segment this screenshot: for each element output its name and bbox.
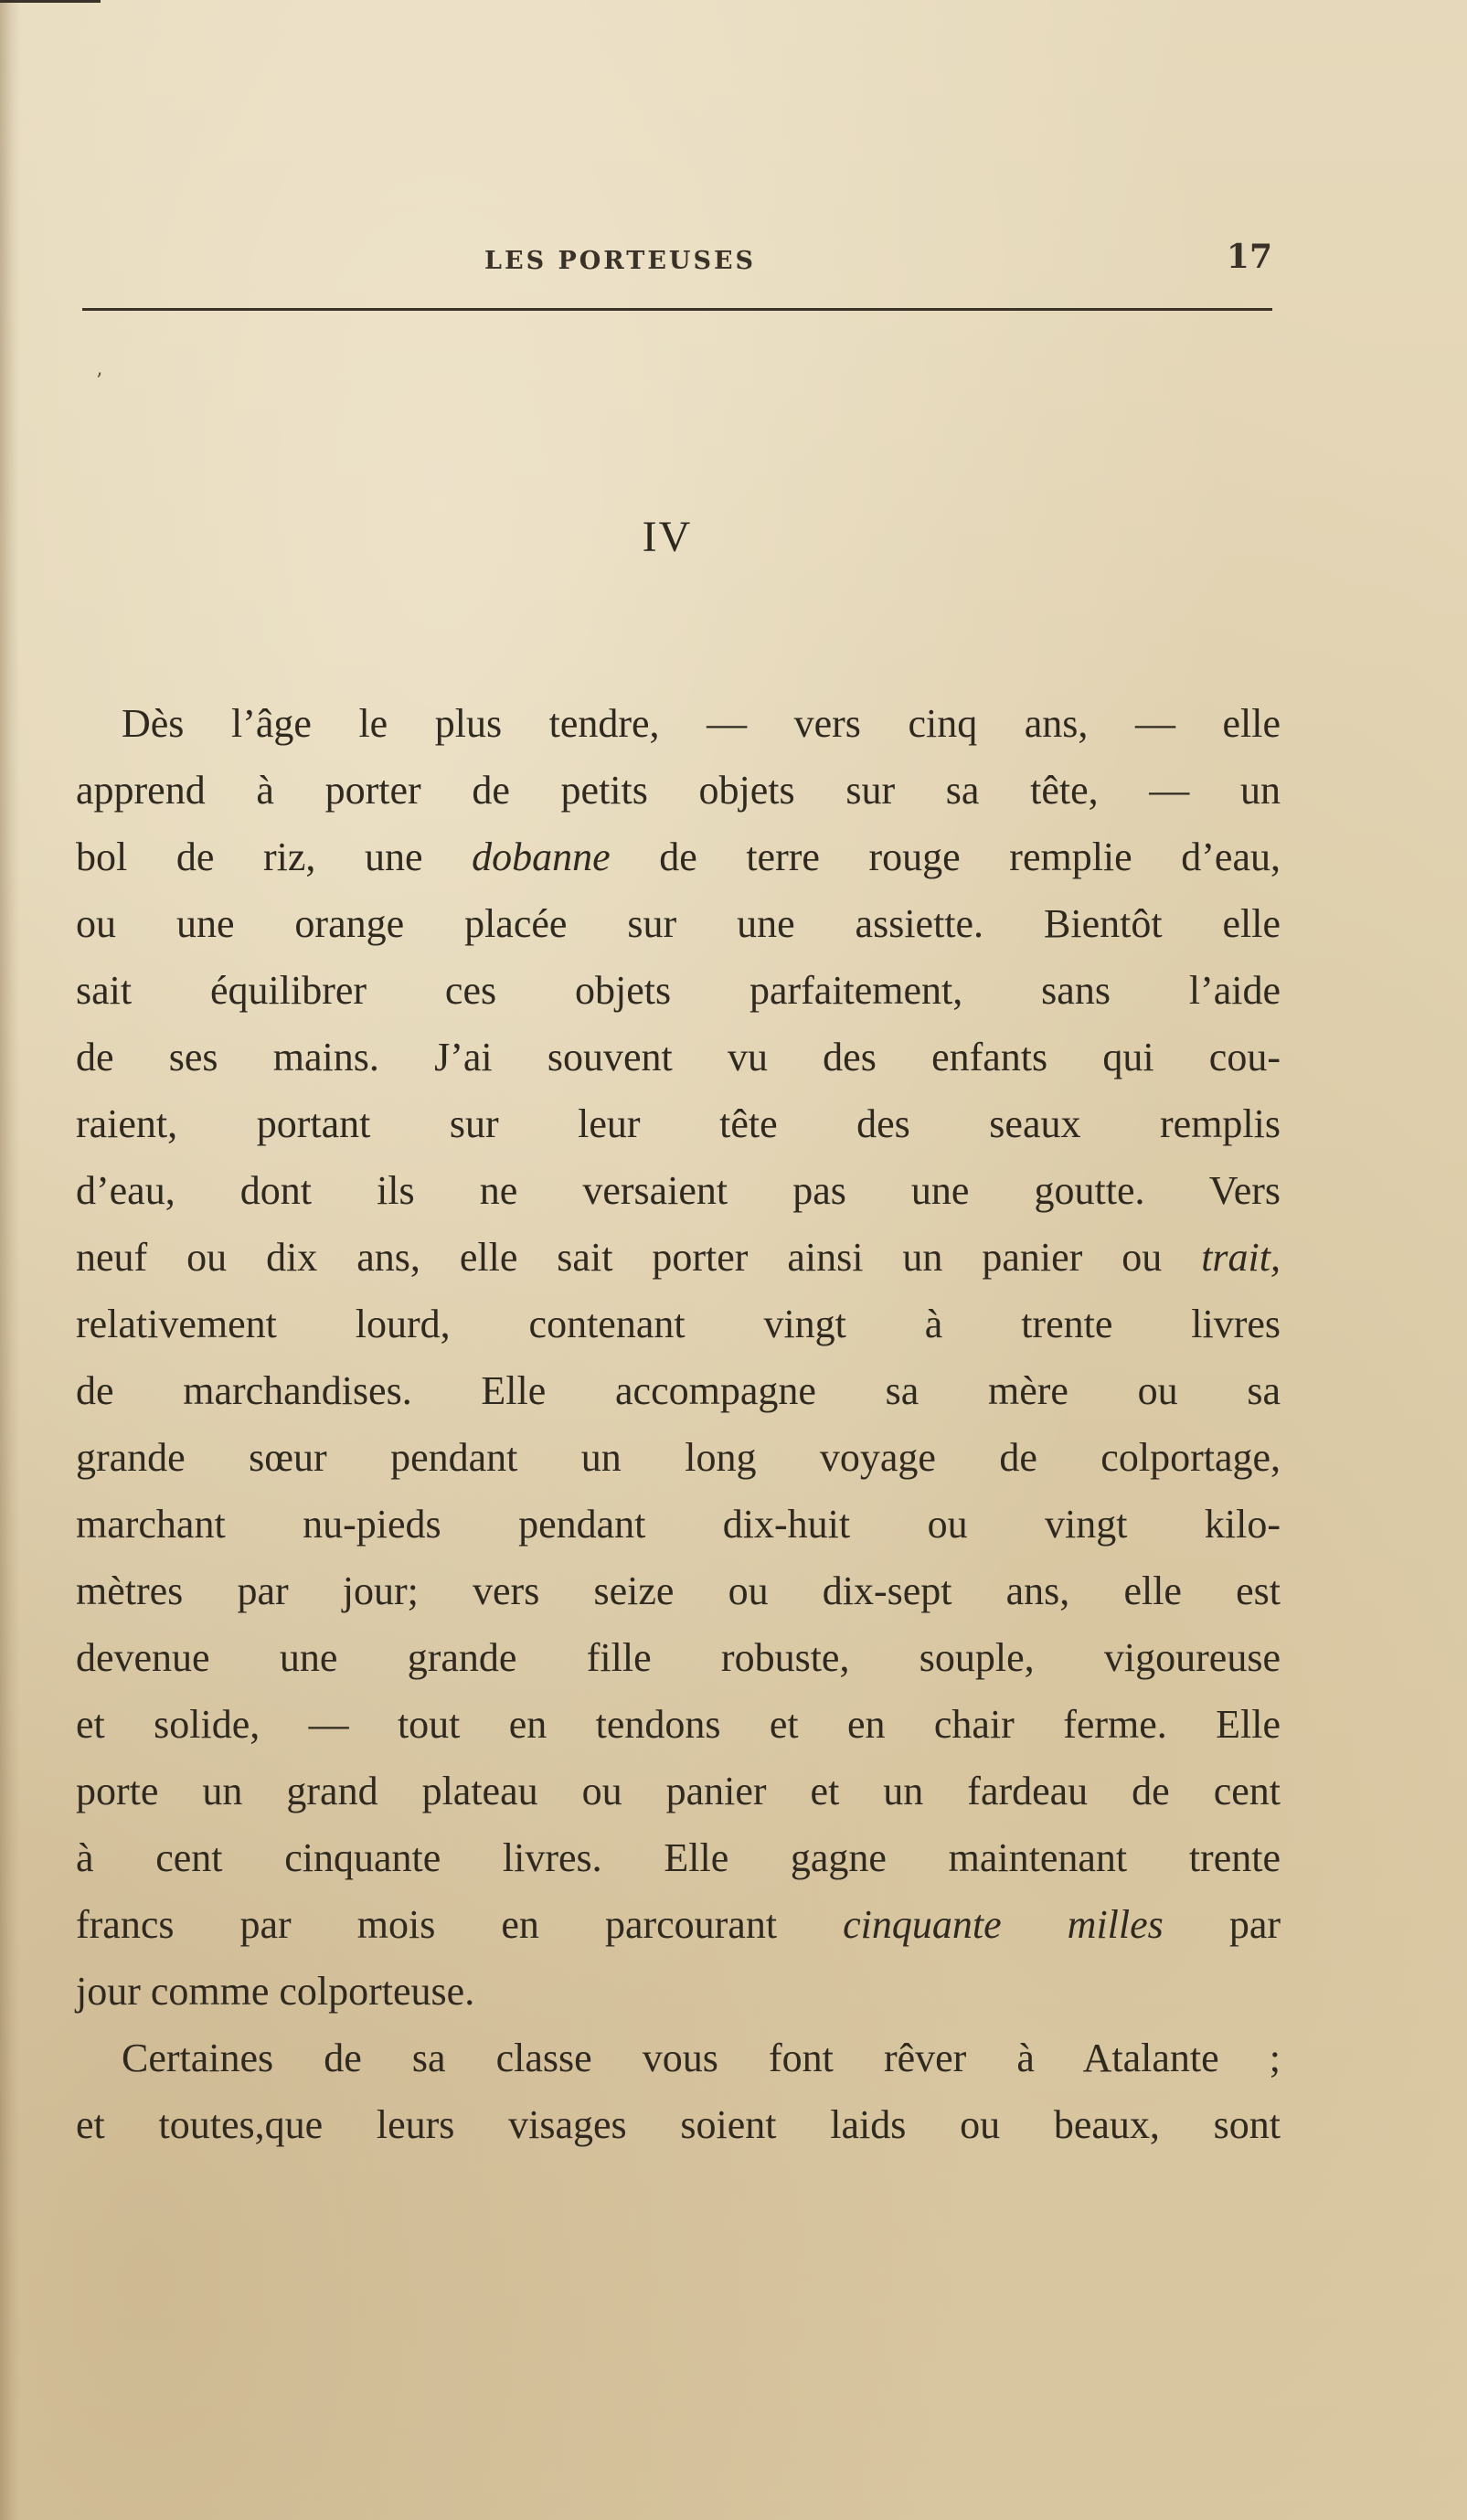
page-number: 17 [1226, 238, 1272, 276]
text-line: marchant nu-pieds pendant dix-huit ou vingt kilo- [76, 1502, 1281, 1547]
text-line: devenue une grande fille robuste, souple, vigoureuse [76, 1635, 1281, 1680]
italic-term-trait: trait, [1201, 1235, 1281, 1280]
text-line [76, 1891, 1281, 1958]
text-line: d’eau, dont ils ne versaient pas une goutte. Vers [76, 1168, 1281, 1213]
header-rule [82, 308, 1272, 311]
text-run: francs par mois en parcourant [76, 1902, 844, 1947]
running-title: LES PORTEUSES [484, 247, 757, 275]
stray-ink-mark: ’ [96, 370, 102, 393]
text-line: grande sœur pendant un long voyage de colportage, [76, 1435, 1281, 1480]
text-line: Certaines de sa classe vous font rêver à Atalante ; [122, 2036, 1281, 2080]
paragraph-2 [76, 2025, 1281, 2158]
top-edge-mark [0, 0, 101, 3]
text-line [76, 1224, 1281, 1291]
chapter-numeral: IV [642, 513, 693, 561]
body-text [76, 690, 1281, 2158]
text-line: de marchandises. Elle accompagne sa mère ou sa [76, 1368, 1281, 1413]
running-head [80, 234, 1272, 289]
text-line: relativement lourd, contenant vingt à trente livres [76, 1302, 1281, 1346]
italic-term-cinquante-milles: cinquante milles [843, 1902, 1164, 1947]
text-line [76, 824, 1281, 890]
text-line: à cent cinquante livres. Elle gagne maintenant trente [76, 1835, 1281, 1880]
text-run: bol de riz, une [76, 835, 473, 879]
paragraph-1 [76, 690, 1281, 2025]
text-line: jour comme colporteuse. [76, 1969, 475, 2014]
text-run: neuf ou dix ans, elle sait porter ainsi un panier ou [76, 1235, 1202, 1280]
text-line: Dès l’âge le plus tendre, — vers cinq ans, — elle [122, 701, 1281, 746]
text-run: par [1163, 1902, 1281, 1947]
text-line: apprend à porter de petits objets sur sa tête, — un [76, 768, 1281, 813]
text-line: sait équilibrer ces objets parfaitement, sans l’aide [76, 968, 1281, 1013]
text-run: de terre rouge remplie d’eau, [610, 835, 1281, 879]
text-line: mètres par jour; vers seize ou dix-sept ans, elle est [76, 1568, 1281, 1613]
text-line: et toutes,que leurs visages soient laids ou beaux, sont [76, 2102, 1281, 2147]
text-line: et solide, — tout en tendons et en chair ferme. Elle [76, 1702, 1281, 1747]
text-line: ou une orange placée sur une assiette. Bientôt elle [76, 901, 1281, 946]
italic-term-dobanne: dobanne [472, 835, 611, 879]
text-line: raient, portant sur leur tête des seaux remplis [76, 1101, 1281, 1146]
page-edge-shadow [0, 0, 20, 2520]
text-line: porte un grand plateau ou panier et un fardeau de cent [76, 1769, 1281, 1813]
text-line: de ses mains. J’ai souvent vu des enfants qui cou- [76, 1035, 1281, 1079]
